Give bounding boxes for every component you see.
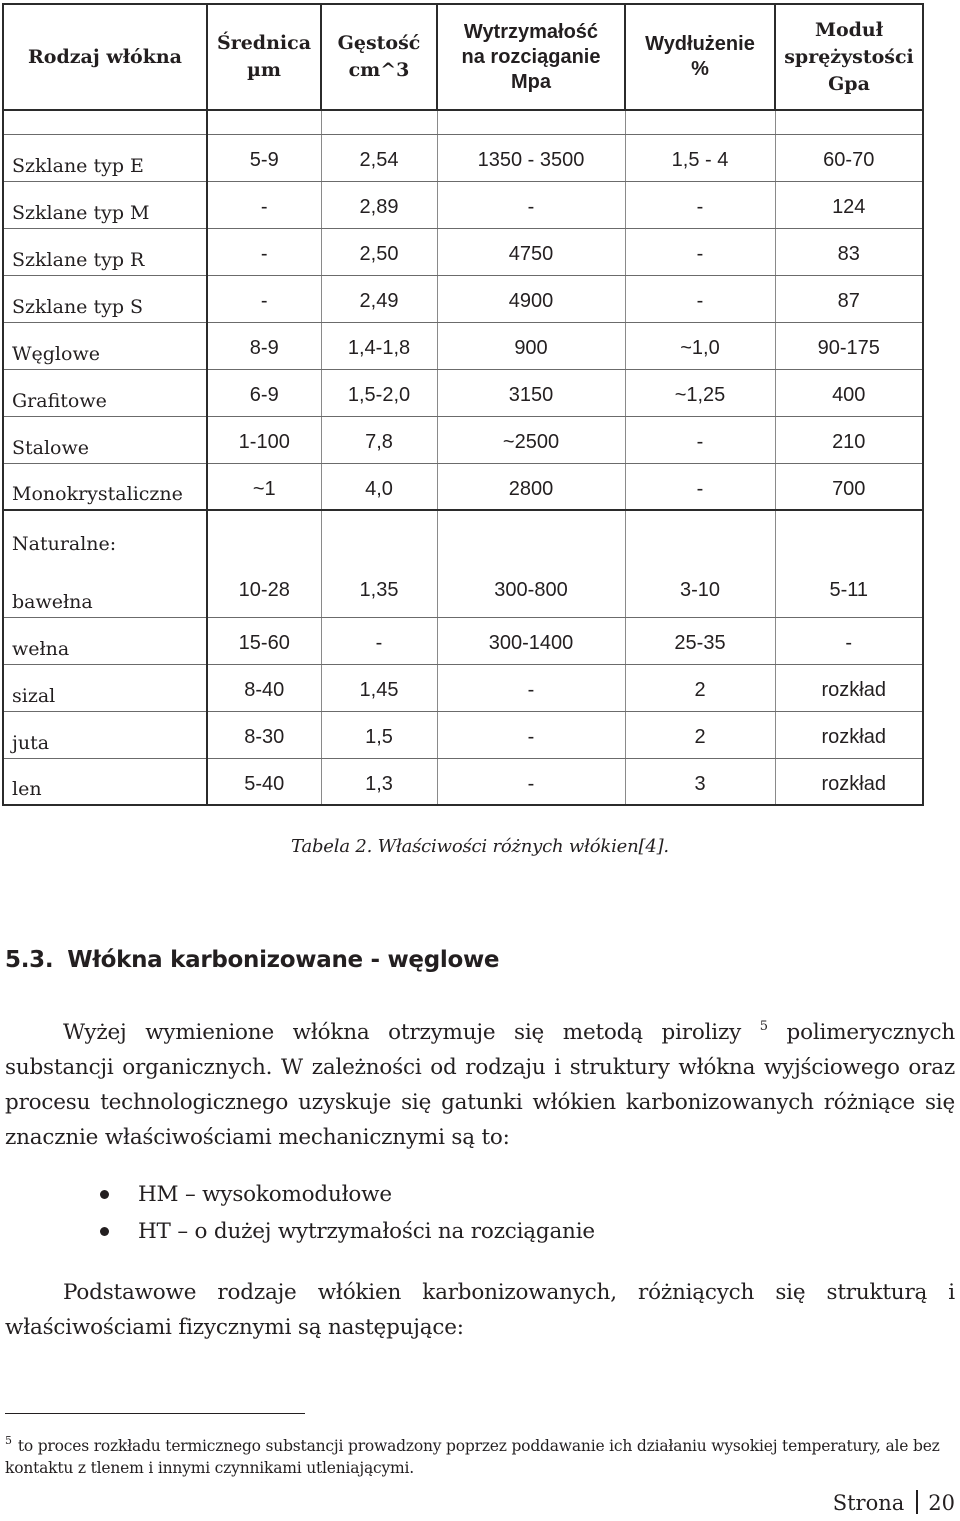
bullet-icon <box>100 1227 109 1236</box>
table-row <box>3 275 923 322</box>
cell-modulus: 83 <box>775 228 923 275</box>
cell-elongation: - <box>625 463 775 510</box>
table-row <box>3 463 923 510</box>
table-row <box>3 181 923 228</box>
cell-modulus: 60-70 <box>775 134 923 181</box>
cell-tensile: 4750 <box>437 228 625 275</box>
table-row <box>3 563 923 617</box>
cell-diameter: - <box>207 275 321 322</box>
fiber-name: Szklane typ S <box>3 275 207 322</box>
cell-tensile: 300-1400 <box>437 617 625 664</box>
cell-diameter: 15-60 <box>207 617 321 664</box>
cell-diameter: - <box>207 181 321 228</box>
cell-density: 2,50 <box>321 228 437 275</box>
cell-tensile: - <box>437 664 625 711</box>
cell-diameter: - <box>207 228 321 275</box>
cell-tensile: 3150 <box>437 369 625 416</box>
fiber-name: Szklane typ E <box>3 134 207 181</box>
bullet-list <box>100 1176 595 1250</box>
fiber-name: Szklane typ M <box>3 181 207 228</box>
cell-tensile: - <box>437 758 625 805</box>
header-modulus: Moduł sprężystości Gpa <box>775 4 923 110</box>
cell-density: 7,8 <box>321 416 437 463</box>
cell-modulus: 210 <box>775 416 923 463</box>
section-title: Włókna karbonizowane - węglowe <box>67 947 500 973</box>
cell-diameter: 6-9 <box>207 369 321 416</box>
footnote-ref[interactable]: 5 <box>759 1019 768 1034</box>
fiber-name: Stalowe <box>3 416 207 463</box>
cell-density: 1,5-2,0 <box>321 369 437 416</box>
cell-elongation: - <box>625 181 775 228</box>
cell-elongation: - <box>625 228 775 275</box>
cell-density: 1,5 <box>321 711 437 758</box>
cell-density: 1,3 <box>321 758 437 805</box>
fiber-name: Grafitowe <box>3 369 207 416</box>
fiber-name: sizal <box>3 664 207 711</box>
cell-diameter: 8-9 <box>207 322 321 369</box>
section-heading <box>5 947 499 973</box>
cell-density: 4,0 <box>321 463 437 510</box>
header-fiber-type: Rodzaj włókna <box>3 4 207 110</box>
footnote-divider <box>5 1413 305 1414</box>
cell-elongation: 2 <box>625 711 775 758</box>
fiber-name: bawełna <box>3 563 207 617</box>
table-row <box>3 617 923 664</box>
cell-elongation: ~1,0 <box>625 322 775 369</box>
table-row <box>3 322 923 369</box>
cell-modulus: 87 <box>775 275 923 322</box>
table-row <box>3 369 923 416</box>
fiber-name: Monokrystaliczne <box>3 463 207 510</box>
cell-diameter: ~1 <box>207 463 321 510</box>
cell-elongation: 3-10 <box>625 563 775 617</box>
page-number: Strona 20 <box>832 1491 955 1515</box>
header-density: Gęstość cm^3 <box>321 4 437 110</box>
cell-elongation: - <box>625 275 775 322</box>
fiber-properties-table <box>2 3 924 806</box>
bullet-icon <box>100 1190 109 1199</box>
table-row <box>3 711 923 758</box>
paragraph: Wyżej wymienione włókna otrzymuje się metodą pirolizy $^5$ polimerycznych substancji organicznych. W zależności od rodzaju i struktury włókna wyjściowego oraz procesu technologicznego uzyskuje się gatunki włókien karbonizowanych różniące się znacznie właściwościami mechanicznymi są to: <box>5 1019 955 1150</box>
cell-density: 1,35 <box>321 563 437 617</box>
cell-elongation: - <box>625 416 775 463</box>
cell-density: 1,4-1,8 <box>321 322 437 369</box>
table-row <box>3 134 923 181</box>
cell-modulus: - <box>775 617 923 664</box>
natural-section-row <box>3 510 923 563</box>
table-row <box>3 228 923 275</box>
fiber-name: wełna <box>3 617 207 664</box>
cell-elongation: 3 <box>625 758 775 805</box>
cell-modulus: 90-175 <box>775 322 923 369</box>
cell-diameter: 10-28 <box>207 563 321 617</box>
cell-density: 1,45 <box>321 664 437 711</box>
cell-diameter: 8-40 <box>207 664 321 711</box>
cell-diameter: 5-40 <box>207 758 321 805</box>
cell-tensile: 900 <box>437 322 625 369</box>
footnote: $^5$ to proces rozkładu termicznego substancji prowadzony poprzez poddawanie ich działaniu wysokiej temperatury, ale bez kontaktu z tlenem i innymi czynnikami utleniającymi. <box>5 1434 940 1477</box>
cell-tensile: - <box>437 181 625 228</box>
cell-density: 2,49 <box>321 275 437 322</box>
cell-density: 2,54 <box>321 134 437 181</box>
header-diameter: Średnica µm <box>207 4 321 110</box>
page-separator <box>916 1490 918 1514</box>
table-row <box>3 758 923 805</box>
paragraph: Podstawowe rodzaje włókien karbonizowanych, różniących się strukturą i właściwościami fizycznymi są następujące: <box>5 1280 955 1340</box>
cell-elongation: 2 <box>625 664 775 711</box>
cell-modulus: rozkład <box>775 711 923 758</box>
cell-tensile: 300-800 <box>437 563 625 617</box>
header-tensile-strength: Wytrzymałość na rozciąganie Mpa <box>437 4 625 110</box>
natural-section-label: Naturalne: <box>3 510 207 563</box>
header-elongation: Wydłużenie % <box>625 4 775 110</box>
cell-tensile: ~2500 <box>437 416 625 463</box>
cell-tensile: - <box>437 711 625 758</box>
cell-diameter: 1-100 <box>207 416 321 463</box>
table-caption: Tabela 2. Właściwości różnych włókien[4]. <box>291 836 669 857</box>
cell-elongation: ~1,25 <box>625 369 775 416</box>
cell-modulus: 5-11 <box>775 563 923 617</box>
table-row <box>3 664 923 711</box>
fiber-name: Szklane typ R <box>3 228 207 275</box>
cell-modulus: rozkład <box>775 664 923 711</box>
list-item: HM – wysokomodułowe <box>100 1176 595 1213</box>
cell-diameter: 5-9 <box>207 134 321 181</box>
list-item: HT – o dużej wytrzymałości na rozciąganie <box>100 1213 595 1250</box>
fiber-name: Węglowe <box>3 322 207 369</box>
fiber-name: juta <box>3 711 207 758</box>
section-number: 5.3. <box>5 947 54 973</box>
cell-modulus: 124 <box>775 181 923 228</box>
cell-diameter: 8-30 <box>207 711 321 758</box>
cell-tensile: 2800 <box>437 463 625 510</box>
table-spacer-row <box>3 110 923 134</box>
footnote-marker: 5 <box>5 1434 12 1447</box>
table-header-row <box>3 4 923 110</box>
cell-modulus: rozkład <box>775 758 923 805</box>
fiber-name: len <box>3 758 207 805</box>
cell-elongation: 25-35 <box>625 617 775 664</box>
table-row <box>3 416 923 463</box>
cell-tensile: 1350 - 3500 <box>437 134 625 181</box>
cell-elongation: 1,5 - 4 <box>625 134 775 181</box>
cell-density: 2,89 <box>321 181 437 228</box>
cell-density: - <box>321 617 437 664</box>
cell-modulus: 400 <box>775 369 923 416</box>
cell-modulus: 700 <box>775 463 923 510</box>
cell-tensile: 4900 <box>437 275 625 322</box>
